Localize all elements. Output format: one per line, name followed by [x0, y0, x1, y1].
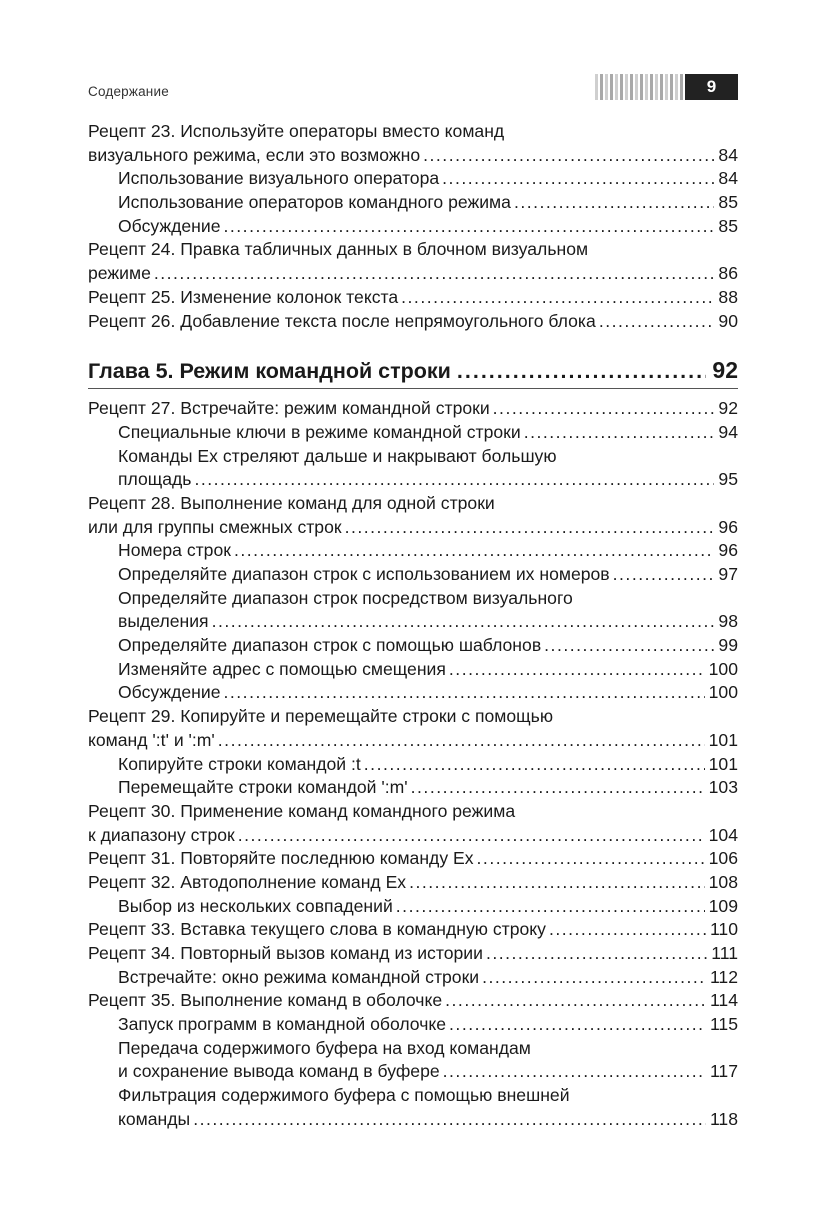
- entry-page: 84: [718, 168, 738, 189]
- toc-subentry[interactable]: [88, 895, 738, 919]
- toc-subentry[interactable]: [88, 1108, 738, 1132]
- entry-page: 95: [718, 469, 738, 490]
- entry-page: 85: [718, 192, 738, 213]
- toc-subentry[interactable]: [88, 610, 738, 634]
- entry-title: Рецепт 33. Вставка текущего слова в командную строку: [88, 919, 546, 940]
- entry-title: Встречайте: окно режима командной строки: [118, 966, 480, 987]
- dot-leader: [493, 397, 715, 421]
- toc-entry[interactable]: [88, 144, 738, 168]
- dot-leader: [411, 776, 705, 800]
- page-number: 9: [685, 74, 738, 100]
- toc-subentry[interactable]: [88, 753, 738, 777]
- dot-leader: [234, 539, 714, 563]
- entry-title: к диапазону строк: [88, 824, 235, 845]
- toc-entry[interactable]: [88, 918, 738, 942]
- toc-entry[interactable]: [88, 847, 738, 871]
- entry-page: 110: [709, 919, 738, 940]
- entry-title: Рецепт 28. Выполнение команд для одной строки: [88, 492, 495, 513]
- toc-subentry[interactable]: [88, 658, 738, 682]
- entry-page: 86: [718, 263, 738, 284]
- chapter-page: 92: [712, 357, 738, 384]
- dot-leader: [224, 681, 705, 705]
- toc-subentry[interactable]: [88, 191, 738, 215]
- entry-title: Рецепт 24. Правка табличных данных в блочном визуальном: [88, 239, 589, 260]
- dot-leader: [409, 871, 705, 895]
- table-of-contents: [88, 120, 738, 1132]
- entry-title: Рецепт 27. Встречайте: режим командной строки: [88, 398, 490, 419]
- entry-title: Перемещайте строки командой ':m': [118, 777, 408, 798]
- entry-page: 99: [718, 635, 738, 656]
- entry-page: 111: [711, 943, 738, 963]
- dot-leader: [154, 262, 715, 286]
- toc-entry[interactable]: [88, 989, 738, 1013]
- running-title: Содержание: [88, 84, 169, 99]
- dot-leader: [345, 516, 715, 540]
- dot-leader: [423, 144, 714, 168]
- entry-page: 100: [708, 682, 738, 703]
- entry-page: 90: [718, 310, 738, 331]
- entry-page: 118: [709, 1108, 738, 1129]
- entry-page: 109: [708, 895, 738, 916]
- toc-entry[interactable]: [88, 729, 738, 753]
- entry-page: 88: [718, 286, 738, 307]
- dot-leader: [549, 918, 706, 942]
- entry-title: Определяйте диапазон строк с использованием их номеров: [118, 564, 610, 584]
- toc-entry[interactable]: [88, 262, 738, 286]
- toc-subentry: [88, 587, 738, 611]
- toc-entry: [88, 492, 738, 516]
- entry-title: Изменяйте адрес с помощью смещения: [118, 658, 446, 679]
- toc-entry[interactable]: [88, 871, 738, 895]
- entry-title: Определяйте диапазон строк посредством визуального: [118, 587, 573, 608]
- dot-leader: [449, 1013, 706, 1037]
- entry-title: команды: [118, 1108, 191, 1129]
- toc-subentry[interactable]: [88, 468, 738, 492]
- toc-section-after: [88, 397, 738, 1131]
- entry-page: 96: [718, 540, 738, 561]
- decorative-stripes: [595, 74, 685, 100]
- entry-title: команд ':t' и ':m': [88, 729, 215, 750]
- dot-leader: [613, 563, 715, 587]
- dot-leader: [443, 1060, 706, 1084]
- dot-leader: [445, 989, 706, 1013]
- dot-leader: [486, 942, 707, 966]
- toc-entry[interactable]: [88, 286, 738, 310]
- entry-page: 108: [708, 871, 738, 892]
- toc-subentry[interactable]: [88, 1013, 738, 1037]
- toc-subentry[interactable]: [88, 634, 738, 658]
- dot-leader: [449, 658, 705, 682]
- entry-title: Специальные ключи в режиме командной строки: [118, 421, 521, 442]
- toc-entry[interactable]: [88, 397, 738, 421]
- toc-subentry[interactable]: [88, 563, 738, 587]
- entry-page: 112: [709, 966, 738, 987]
- entry-page: 117: [709, 1061, 738, 1082]
- dot-leader: [194, 468, 714, 492]
- chapter-heading[interactable]: [88, 355, 738, 389]
- toc-subentry[interactable]: [88, 215, 738, 239]
- entry-title: Рецепт 32. Автодополнение команд Ex: [88, 871, 407, 892]
- toc-entry[interactable]: [88, 824, 738, 848]
- toc-entry: [88, 120, 738, 144]
- dot-leader: [212, 610, 715, 634]
- dot-leader: [364, 753, 705, 777]
- entry-title: Рецепт 35. Выполнение команд в оболочке: [88, 990, 443, 1011]
- entry-title: Запуск программ в командной оболочке: [118, 1014, 447, 1035]
- toc-subentry[interactable]: [88, 167, 738, 191]
- entry-title: Рецепт 23. Используйте операторы вместо команд: [88, 121, 505, 141]
- dot-leader: [218, 729, 705, 753]
- entry-title: Использование визуального оператора: [118, 168, 440, 189]
- entry-title: Копируйте строки командой :t: [118, 753, 361, 774]
- entry-title: Рецепт 29. Копируйте и перемещайте строки с помощью: [88, 706, 554, 727]
- entry-page: 84: [718, 144, 738, 165]
- toc-entry: [88, 238, 738, 262]
- toc-subentry: [88, 1084, 738, 1108]
- toc-subentry[interactable]: [88, 966, 738, 990]
- toc-entry[interactable]: [88, 310, 738, 334]
- entry-title: Рецепт 26. Добавление текста после непрямоугольного блока: [88, 310, 596, 331]
- toc-section-before: [88, 120, 738, 333]
- entry-title: Фильтрация содержимого буфера с помощью внешней: [118, 1085, 570, 1106]
- dot-leader: [238, 824, 705, 848]
- entry-page: 101: [708, 753, 738, 774]
- entry-page: 98: [718, 611, 738, 632]
- entry-title: площадь: [118, 469, 192, 490]
- entry-title: режиме: [88, 263, 151, 284]
- entry-page: 114: [709, 990, 738, 1011]
- dot-leader: [544, 634, 714, 658]
- entry-title: и сохранение вывода команд в буфере: [118, 1061, 440, 1082]
- entry-title: Использование операторов командного режима: [118, 192, 511, 213]
- entry-page: 101: [708, 729, 738, 750]
- dot-leader: [396, 895, 705, 919]
- entry-title: Рецепт 25. Изменение колонок текста: [88, 286, 399, 307]
- entry-title: Передача содержимого буфера на вход командам: [118, 1037, 531, 1058]
- entry-page: 115: [709, 1014, 738, 1035]
- entry-title: Выбор из нескольких совпадений: [118, 895, 393, 916]
- entry-page: 92: [718, 398, 738, 419]
- entry-title: Обсуждение: [118, 682, 221, 703]
- dot-leader: [457, 356, 707, 386]
- toc-subentry: [88, 1037, 738, 1061]
- entry-page: 100: [708, 658, 738, 679]
- toc-entry[interactable]: [88, 942, 738, 966]
- dot-leader: [442, 167, 714, 191]
- entry-title: Рецепт 34. Повторный вызов команд из истории: [88, 943, 483, 963]
- entry-title: Команды Ex стреляют дальше и накрывают большую: [118, 445, 557, 466]
- dot-leader: [477, 847, 705, 871]
- entry-title: Рецепт 31. Повторяйте последнюю команду Ex: [88, 848, 474, 869]
- entry-page: 85: [718, 215, 738, 236]
- entry-page: 106: [708, 848, 738, 869]
- entry-page: 104: [708, 824, 738, 845]
- dot-leader: [482, 966, 706, 990]
- entry-page: 103: [708, 777, 738, 798]
- entry-title: Рецепт 30. Применение команд командного режима: [88, 800, 516, 821]
- dot-leader: [599, 310, 715, 334]
- chapter-title: Глава 5. Режим командной строки: [88, 359, 451, 384]
- page-number-tab: [595, 74, 738, 100]
- entry-title: или для группы смежных строк: [88, 516, 342, 537]
- toc-subentry[interactable]: [88, 681, 738, 705]
- toc-subentry[interactable]: [88, 539, 738, 563]
- entry-title: Обсуждение: [118, 215, 221, 236]
- dot-leader: [524, 421, 715, 445]
- entry-title: Определяйте диапазон строк с помощью шаблонов: [118, 635, 542, 656]
- dot-leader: [224, 215, 715, 239]
- toc-subentry[interactable]: [88, 776, 738, 800]
- entry-title: визуального режима, если это возможно: [88, 144, 421, 165]
- entry-page: 94: [718, 421, 738, 442]
- entry-title: Номера строк: [118, 540, 231, 561]
- dot-leader: [401, 286, 714, 310]
- toc-subentry: [88, 445, 738, 469]
- toc-subentry[interactable]: [88, 1060, 738, 1084]
- entry-page: 97: [718, 564, 738, 584]
- toc-entry[interactable]: [88, 516, 738, 540]
- dot-leader: [514, 191, 714, 215]
- entry-title: выделения: [118, 611, 209, 632]
- entry-page: 96: [718, 516, 738, 537]
- dot-leader: [193, 1108, 706, 1132]
- toc-entry: [88, 705, 738, 729]
- toc-subentry[interactable]: [88, 421, 738, 445]
- toc-entry: [88, 800, 738, 824]
